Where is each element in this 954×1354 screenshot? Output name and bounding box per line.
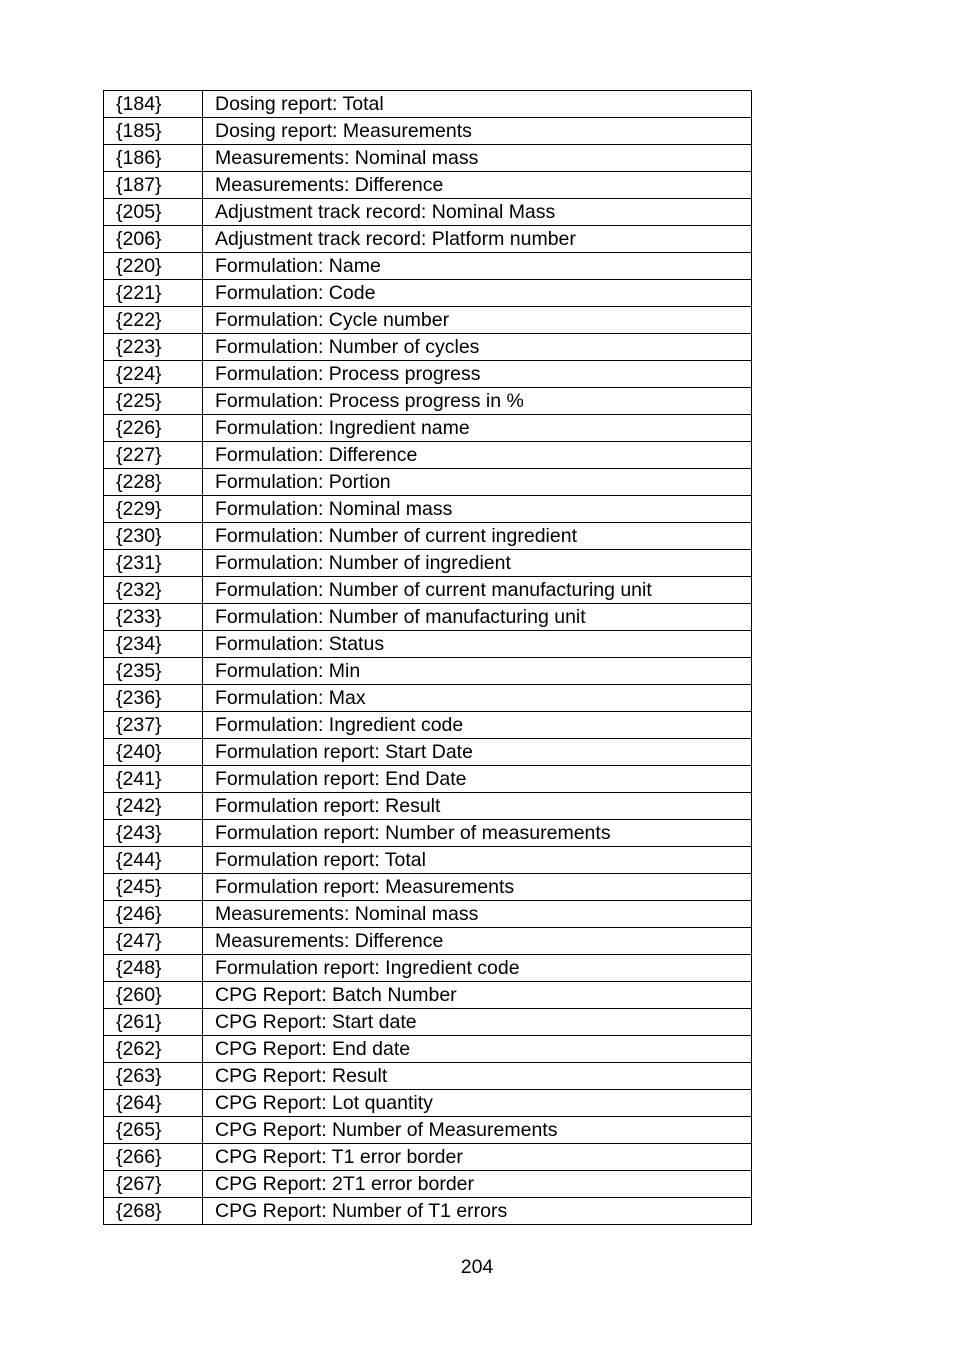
table-row: [104, 874, 752, 901]
table-row: [104, 199, 752, 226]
table-row: [104, 172, 752, 199]
code-cell: {225}: [104, 388, 203, 415]
description-cell: Formulation report: End Date: [203, 766, 752, 793]
code-cell: {184}: [104, 91, 203, 118]
table-row: [104, 253, 752, 280]
code-cell: {233}: [104, 604, 203, 631]
table-row: [104, 280, 752, 307]
description-cell: Formulation: Number of current ingredient: [203, 523, 752, 550]
table-row: [104, 496, 752, 523]
code-cell: {234}: [104, 631, 203, 658]
description-cell: Formulation: Ingredient code: [203, 712, 752, 739]
description-cell: Formulation: Ingredient name: [203, 415, 752, 442]
table-row: [104, 631, 752, 658]
code-cell: {260}: [104, 982, 203, 1009]
code-cell: {248}: [104, 955, 203, 982]
description-cell: Dosing report: Measurements: [203, 118, 752, 145]
code-cell: {229}: [104, 496, 203, 523]
description-cell: Formulation: Code: [203, 280, 752, 307]
description-cell: Formulation: Process progress in %: [203, 388, 752, 415]
description-cell: Formulation report: Start Date: [203, 739, 752, 766]
description-cell: Formulation: Process progress: [203, 361, 752, 388]
table-row: [104, 820, 752, 847]
description-cell: Formulation report: Result: [203, 793, 752, 820]
page-number: 204: [460, 1256, 494, 1278]
description-cell: Formulation: Cycle number: [203, 307, 752, 334]
table-row: [104, 955, 752, 982]
table-row: [104, 739, 752, 766]
code-cell: {205}: [104, 199, 203, 226]
description-cell: CPG Report: Number of Measurements: [203, 1117, 752, 1144]
table-row: [104, 307, 752, 334]
table-row: [104, 766, 752, 793]
description-cell: CPG Report: End date: [203, 1036, 752, 1063]
code-cell: {244}: [104, 847, 203, 874]
description-cell: CPG Report: T1 error border: [203, 1144, 752, 1171]
code-cell: {266}: [104, 1144, 203, 1171]
table-row: [104, 928, 752, 955]
description-cell: Formulation report: Total: [203, 847, 752, 874]
table-row: [104, 1009, 752, 1036]
description-cell: CPG Report: 2T1 error border: [203, 1171, 752, 1198]
code-cell: {220}: [104, 253, 203, 280]
description-cell: Formulation: Number of manufacturing unit: [203, 604, 752, 631]
table-row: [104, 550, 752, 577]
description-cell: Adjustment track record: Nominal Mass: [203, 199, 752, 226]
table-row: [104, 469, 752, 496]
table-row: [104, 1198, 752, 1225]
table-row: [104, 793, 752, 820]
code-cell: {236}: [104, 685, 203, 712]
table-row: [104, 388, 752, 415]
code-cell: {230}: [104, 523, 203, 550]
code-cell: {242}: [104, 793, 203, 820]
description-cell: Measurements: Difference: [203, 928, 752, 955]
table-row: [104, 712, 752, 739]
table-row: [104, 1063, 752, 1090]
code-cell: {241}: [104, 766, 203, 793]
description-cell: Formulation report: Number of measurements: [203, 820, 752, 847]
table-row: [104, 847, 752, 874]
table-row: [104, 1117, 752, 1144]
table-row: [104, 901, 752, 928]
description-cell: Formulation report: Measurements: [203, 874, 752, 901]
description-cell: CPG Report: Result: [203, 1063, 752, 1090]
description-cell: Dosing report: Total: [203, 91, 752, 118]
code-cell: {232}: [104, 577, 203, 604]
code-cell: {227}: [104, 442, 203, 469]
description-cell: Measurements: Nominal mass: [203, 901, 752, 928]
table-row: [104, 604, 752, 631]
description-cell: Formulation: Portion: [203, 469, 752, 496]
table-row: [104, 685, 752, 712]
code-cell: {246}: [104, 901, 203, 928]
description-cell: Formulation: Number of cycles: [203, 334, 752, 361]
code-cell: {228}: [104, 469, 203, 496]
code-cell: {235}: [104, 658, 203, 685]
description-cell: Formulation: Nominal mass: [203, 496, 752, 523]
table-row: [104, 1144, 752, 1171]
code-cell: {240}: [104, 739, 203, 766]
code-cell: {263}: [104, 1063, 203, 1090]
code-cell: {221}: [104, 280, 203, 307]
description-cell: CPG Report: Batch Number: [203, 982, 752, 1009]
code-cell: {206}: [104, 226, 203, 253]
description-cell: Measurements: Nominal mass: [203, 145, 752, 172]
code-cell: {247}: [104, 928, 203, 955]
table-row: [104, 982, 752, 1009]
description-cell: Adjustment track record: Platform number: [203, 226, 752, 253]
table-row: [104, 523, 752, 550]
table-row: [104, 442, 752, 469]
code-cell: {222}: [104, 307, 203, 334]
code-cell: {226}: [104, 415, 203, 442]
description-cell: Formulation report: Ingredient code: [203, 955, 752, 982]
table-row: [104, 145, 752, 172]
code-cell: {187}: [104, 172, 203, 199]
description-cell: Formulation: Difference: [203, 442, 752, 469]
table-row: [104, 334, 752, 361]
code-cell: {185}: [104, 118, 203, 145]
description-cell: CPG Report: Lot quantity: [203, 1090, 752, 1117]
description-cell: CPG Report: Start date: [203, 1009, 752, 1036]
description-cell: Formulation: Status: [203, 631, 752, 658]
code-cell: {231}: [104, 550, 203, 577]
code-cell: {224}: [104, 361, 203, 388]
table-row: [104, 361, 752, 388]
description-cell: Formulation: Number of current manufacturing unit: [203, 577, 752, 604]
table-row: [104, 658, 752, 685]
code-cell: {262}: [104, 1036, 203, 1063]
table-row: [104, 415, 752, 442]
table-row: [104, 1036, 752, 1063]
table-row: [104, 118, 752, 145]
code-cell: {264}: [104, 1090, 203, 1117]
table-row: [104, 226, 752, 253]
table-row: [104, 1171, 752, 1198]
code-cell: {243}: [104, 820, 203, 847]
code-cell: {268}: [104, 1198, 203, 1225]
code-cell: {267}: [104, 1171, 203, 1198]
description-cell: Formulation: Min: [203, 658, 752, 685]
table-row: [104, 577, 752, 604]
code-table: [103, 90, 752, 1225]
code-cell: {186}: [104, 145, 203, 172]
description-cell: Measurements: Difference: [203, 172, 752, 199]
description-cell: Formulation: Number of ingredient: [203, 550, 752, 577]
code-cell: {237}: [104, 712, 203, 739]
description-cell: CPG Report: Number of T1 errors: [203, 1198, 752, 1225]
code-cell: {245}: [104, 874, 203, 901]
code-cell: {261}: [104, 1009, 203, 1036]
code-table-body: [104, 91, 752, 1225]
table-row: [104, 1090, 752, 1117]
description-cell: Formulation: Max: [203, 685, 752, 712]
code-cell: {265}: [104, 1117, 203, 1144]
description-cell: Formulation: Name: [203, 253, 752, 280]
code-cell: {223}: [104, 334, 203, 361]
table-row: [104, 91, 752, 118]
